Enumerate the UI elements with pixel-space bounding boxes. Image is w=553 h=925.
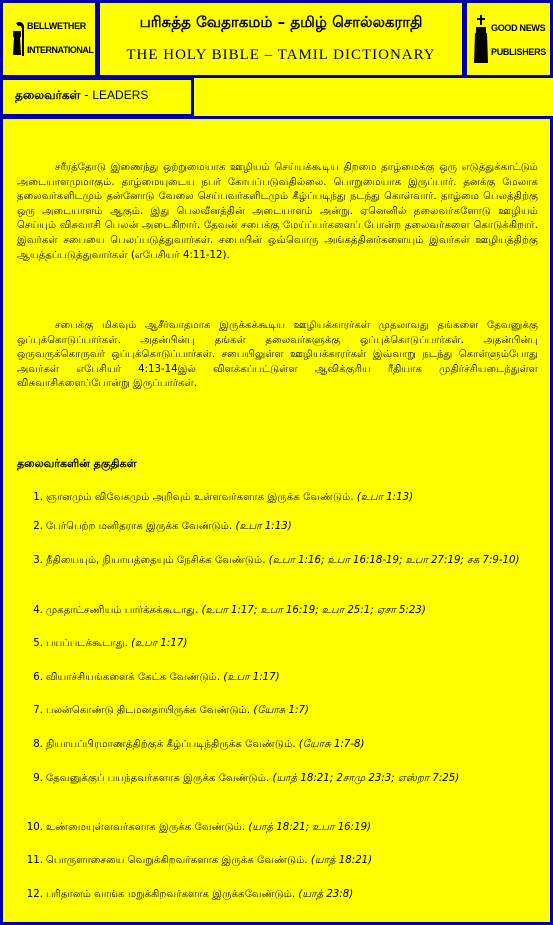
item-reference: (உபா 1:17) [131, 638, 188, 649]
intro-paragraph-2: சபைக்கு மிகவும் ஆசீர்வாதமாக இருக்கக்கூடிய ஊழியக்காரர்கள் முதலாவது தங்களை தேவனுக்கு ஒப்புக்கொடுப்பார்கள். அதன்பின்பு தங்கள் தலைவர்களுக்கு ஒப்புக்கொடுப்பார்கள். அதன்பின்பு ஒருவருக்கொருவர் ஒப்புக்கொடுப்பார்கள். சபையிலுள்ள ஊழியக்காரர்கள் இவ்வாறு நடந்து கொள்ளும்போது அவர்கள் எபேசியர் 4:13-14இல் விளக்கப்பட்டுள்ள ஆவிக்குரிய ரீதியாக முதிர்ச்சியடைந்துள்ள விசுவாசிகளைப்போன்று இருப்பார்கள். [17, 320, 538, 390]
item-reference: (உபா 1:13) [235, 521, 292, 532]
item-text: பேர்பெற்ற மனிதராக இருக்க வேண்டும். [46, 521, 233, 532]
item-reference: (உபா 1:16; உபா 16:18-19; உபா 27:19; சக 7:9-10) [268, 555, 520, 566]
item-reference: (யாத் 18:21; 2சாமு 23:3; எஸ்றா 7:25) [272, 773, 460, 784]
item-number: 9. [33, 773, 43, 784]
item-text: வியாச்சியங்களைக் கேட்க வேண்டும். [46, 672, 221, 683]
item-reference: (யாத் 23:8) [298, 889, 354, 900]
item-reference: (உபா 1:17; உபா 16:19; உபா 25:1; ஏசா 5:23) [201, 605, 426, 616]
item-number: 4. [33, 605, 43, 616]
item-text: தேவனுக்குப் பயந்தவர்களாக இருக்க வேண்டும். [46, 773, 270, 784]
item-text: நீதியையும், நியாயத்தையும் நேசிக்க வேண்டும். [46, 555, 266, 566]
header-title-english: THE HOLY BIBLE – TAMIL DICTIONARY [126, 47, 436, 63]
section-title-tamil: தலைவர்கள் [15, 88, 81, 102]
item-text: நியாயப்பிரமாணத்திற்குக் கீழ்ப்படிந்திருக்க வேண்டும். [46, 739, 296, 750]
item-text: பொருளாசையை வெறுக்கிறவர்களாக இருக்க வேண்டும். [46, 855, 308, 866]
item-number: 10. [26, 822, 43, 833]
item-text: ஞானமும் விவேகமும் அறிவும் உள்ளவர்களாக இருக்க வேண்டும். [46, 492, 354, 503]
good-news-logo [464, 0, 553, 78]
qualifications-heading: தலைவர்களின் தகுதிகள் [17, 457, 137, 470]
item-number: 11. [26, 855, 43, 866]
item-reference: (யோசு 1:7-8) [298, 739, 365, 750]
section-tab [0, 77, 194, 117]
shepherd-icon [11, 21, 25, 59]
logo-right-line2: PUBLISHERS [491, 47, 547, 57]
item-text: பயப்படக்கூடாது. [46, 638, 128, 649]
logo-right-line1: GOOD NEWS [491, 23, 546, 33]
intro-paragraph-1: சரீரத்தோடு இணைந்து ஒற்றுமையாக ஊழியம் செய்யக்கூடிய திறமை தாழ்மைக்கு ஒரு எடுத்துக்காட்டும் அடையாளமுமாகும். தாழ்மையுடைய நபர் கோபப்படுவதில்லை. பொறுமையாக இருப்பார். தனக்கு மேலாக தலைவர்களிடமும் தன்னோடு வேலை செய்பவர்களிடமும் கீழ்ப்படிந்து நடந்து கொள்வார். தாழ்மை பெலத்திற்கு ஒரு அடையாளம் ஆகும். இது பெலவீனத்தின் அடையாளம் அன்று. ஏனெனில் தலைவர்களோடு ஊழியம் செய்யும் விசுவாசி பெலன் அடைகிறார். தேவன் சபைக்கு மேய்ப்பர்களைப் போன்ற தலைவர்களை கொடுக்கிறார். இவர்கள் சபையை பெலப்படுத்துவார்கள். சபையின் ஒவ்வொரு அங்கத்தினர்களையும் இவர்கள் ஊழியத்திற்கு ஆயத்தப்படுத்துவார்கள் (எபேசியர் 4:11-12). [17, 162, 538, 261]
item-number: 12. [26, 889, 43, 900]
section-title-separator: - [80, 88, 93, 102]
item-number: 6. [33, 672, 43, 683]
header-title-tamil: பரிசுத்த வேதாகமம் – தமிழ் சொல்லகராதி [139, 13, 423, 31]
item-reference: (உபா 1:13) [356, 492, 414, 503]
gospel-icon [474, 15, 488, 65]
logo-left-line2: INTERNATIONAL [27, 45, 94, 55]
item-text: முகதாட்சணியம் பார்க்கக்கூடாது. [46, 605, 199, 616]
page-header [97, 0, 465, 78]
content-area [0, 116, 553, 925]
item-number: 5. [33, 638, 43, 649]
section-title-english: LEADERS [92, 88, 149, 102]
item-number: 1. [33, 492, 43, 503]
item-reference: (உபா 1:17) [223, 672, 280, 683]
section-title [15, 88, 148, 104]
item-text: பலன்கொண்டு திடமனதாயிருக்க வேண்டும். [46, 705, 251, 716]
item-number: 2. [33, 521, 43, 532]
item-number: 3. [33, 555, 43, 566]
item-number: 8. [33, 739, 43, 750]
item-text: உண்மையுள்ளவர்களாக இருக்க வேண்டும். [46, 822, 246, 833]
item-text: பரிதானம் வாங்க மறுக்கிறவர்களாக இருக்கவேண்டும். [46, 889, 296, 900]
item-reference: (யாத் 18:21) [310, 855, 373, 866]
bellwether-logo [0, 0, 98, 78]
item-number: 7. [33, 705, 43, 716]
item-reference: (யோசு 1:7) [253, 705, 309, 716]
item-reference: (யாத் 18:21; உபா 16:19) [248, 822, 372, 833]
logo-left-line1: BELLWETHER [27, 21, 86, 31]
